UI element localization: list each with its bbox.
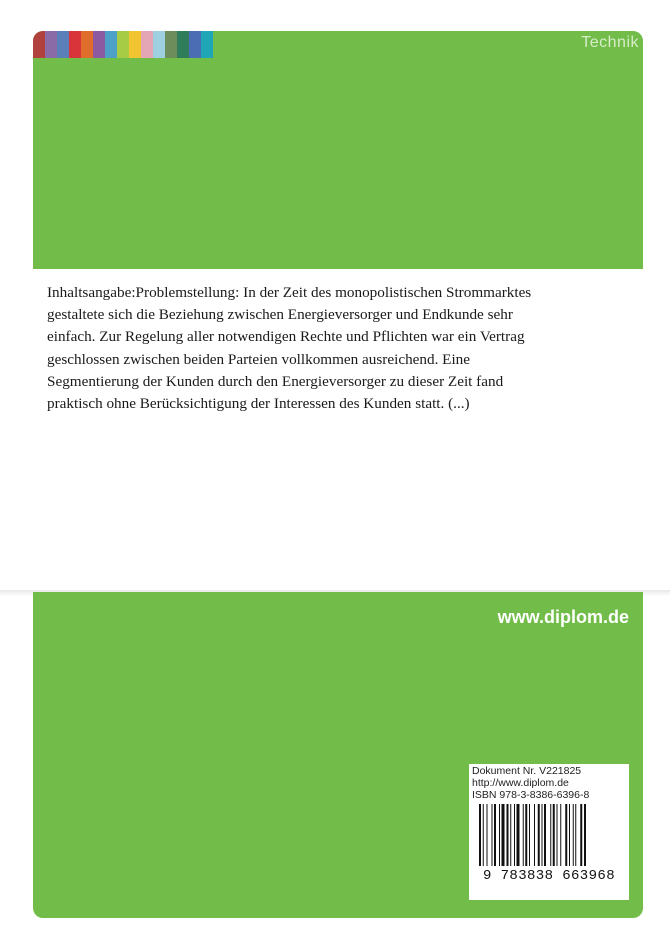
color-stripe — [129, 31, 141, 58]
color-stripe — [117, 31, 129, 58]
abstract-text — [47, 282, 607, 415]
cover-top-panel — [33, 31, 643, 269]
color-stripe — [45, 31, 57, 58]
abstract-line: gestaltete sich die Beziehung zwischen Energieversorger und Endkunde sehr — [47, 306, 513, 324]
cover-bottom-panel — [33, 592, 643, 918]
color-stripe — [201, 31, 213, 58]
color-stripe — [153, 31, 165, 58]
color-stripe — [81, 31, 93, 58]
barcode-digits: 9 783838 663968 — [482, 868, 616, 884]
abstract-line: Segmentierung der Kunden durch den Energieversorger zu dieser Zeit fand — [47, 372, 504, 390]
color-stripe — [165, 31, 177, 58]
isbn-number: ISBN 978-3-8386-6396-8 — [472, 789, 590, 801]
category-label: Technik — [581, 34, 639, 51]
color-stripe — [93, 31, 105, 58]
barcode-image — [479, 804, 619, 866]
abstract-line: Inhaltsangabe:Problemstellung: In der Zeit des monopolistischen Strommarktes — [47, 284, 532, 301]
abstract-line: praktisch ohne Berücksichtigung der Interessen des Kunden statt. (...) — [47, 395, 470, 413]
color-stripe-band — [33, 31, 213, 58]
abstract-line: einfach. Zur Regelung aller notwendigen Rechte und Pflichten war ein Vertrag — [47, 328, 525, 346]
color-stripe — [105, 31, 117, 58]
color-stripe — [189, 31, 201, 58]
abstract-line: geschlossen zwischen beiden Parteien vollkommen ausreichend. Eine — [47, 350, 471, 368]
color-stripe — [177, 31, 189, 58]
document-url: http://www.diplom.de — [472, 777, 569, 789]
color-stripe — [141, 31, 153, 58]
color-stripe — [33, 31, 45, 58]
color-stripe — [57, 31, 69, 58]
publisher-website[interactable]: www.diplom.de — [497, 607, 629, 627]
isbn-info-box — [469, 764, 629, 900]
color-stripe — [69, 31, 81, 58]
document-number: Dokument Nr. V221825 — [472, 765, 582, 777]
